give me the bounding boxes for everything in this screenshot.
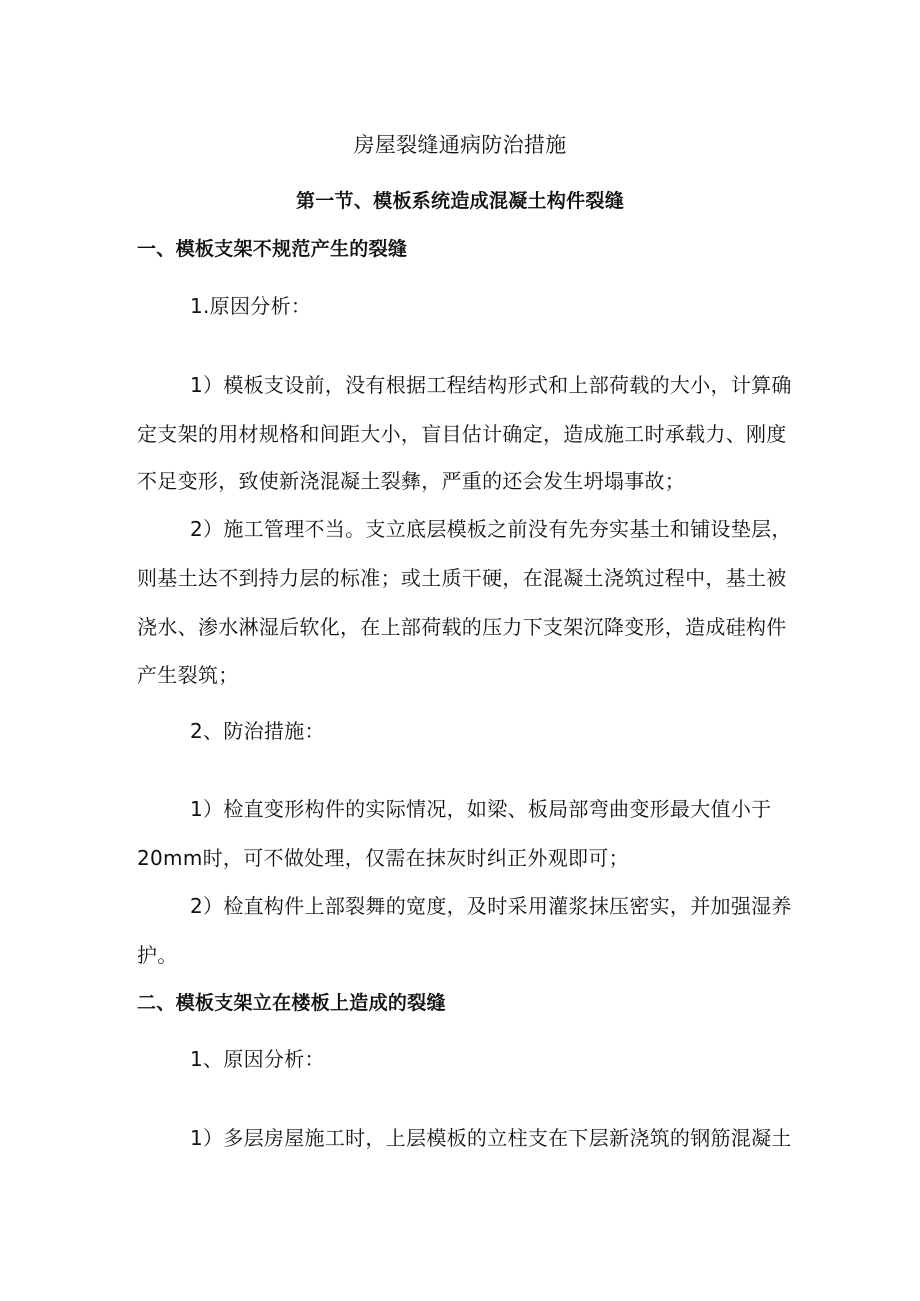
part2-cause-item1-line1: 1）多层房屋施工时，上层模板的立柱支在下层新浇筑的钢筋混凝土 <box>190 1126 792 1150</box>
part1-cause-item1-line2: 定支架的用材规格和间距大小，盲目估计确定，造成施工时承载力、刚度 <box>137 422 787 446</box>
part1-cause-item1-line1: 1）模板支设前，没有根据工程结构形式和上部荷载的大小，计算确 <box>190 373 792 397</box>
part1-cause-item2-line1: 2）施工管理不当。支立底层模板之前没有先夯实基土和铺设垫层， <box>190 517 792 541</box>
section-title: 第一节、模板系统造成混凝土构件裂缝 <box>295 190 625 212</box>
part1-cause-item2-line4: 产生裂筑； <box>137 663 239 687</box>
part1-heading: 一、模板支架不规范产生的裂缝 <box>137 238 408 260</box>
part1-measure-item2-line2: 护。 <box>137 943 178 967</box>
part1-measure-label: 2、防治措施： <box>190 719 325 743</box>
part1-cause-label: 1.原因分析： <box>190 294 312 318</box>
part1-cause-item1-line3: 不足变形，致使新浇混凝土裂彝，严重的还会发生坍塌事故； <box>137 469 686 493</box>
part1-measure-item1-line1: 1）检直变形构件的实际情况，如梁、板局部弯曲变形最大值小于 <box>190 797 772 821</box>
document-title: 房屋裂缝通病防治措施 <box>353 133 567 157</box>
part1-cause-item2-line2: 则基土达不到持力层的标准；或土质干硬，在混凝土浇筑过程中，基土被 <box>137 566 787 590</box>
part1-cause-item2-line3: 浇水、渗水淋湿后软化，在上部荷载的压力下支架沉降变形，造成硅构件 <box>137 615 787 639</box>
part2-cause-label: 1、原因分析： <box>190 1047 325 1071</box>
part2-heading: 二、模板支架立在楼板上造成的裂缝 <box>137 992 446 1014</box>
part1-measure-item1-line2: 20mm时，可不做处理，仅需在抹灰时纠正外观即可； <box>137 846 629 870</box>
part1-measure-item2-line1: 2）检直构件上部裂舞的宽度，及时采用灌浆抹压密实，并加强湿养 <box>190 894 792 918</box>
